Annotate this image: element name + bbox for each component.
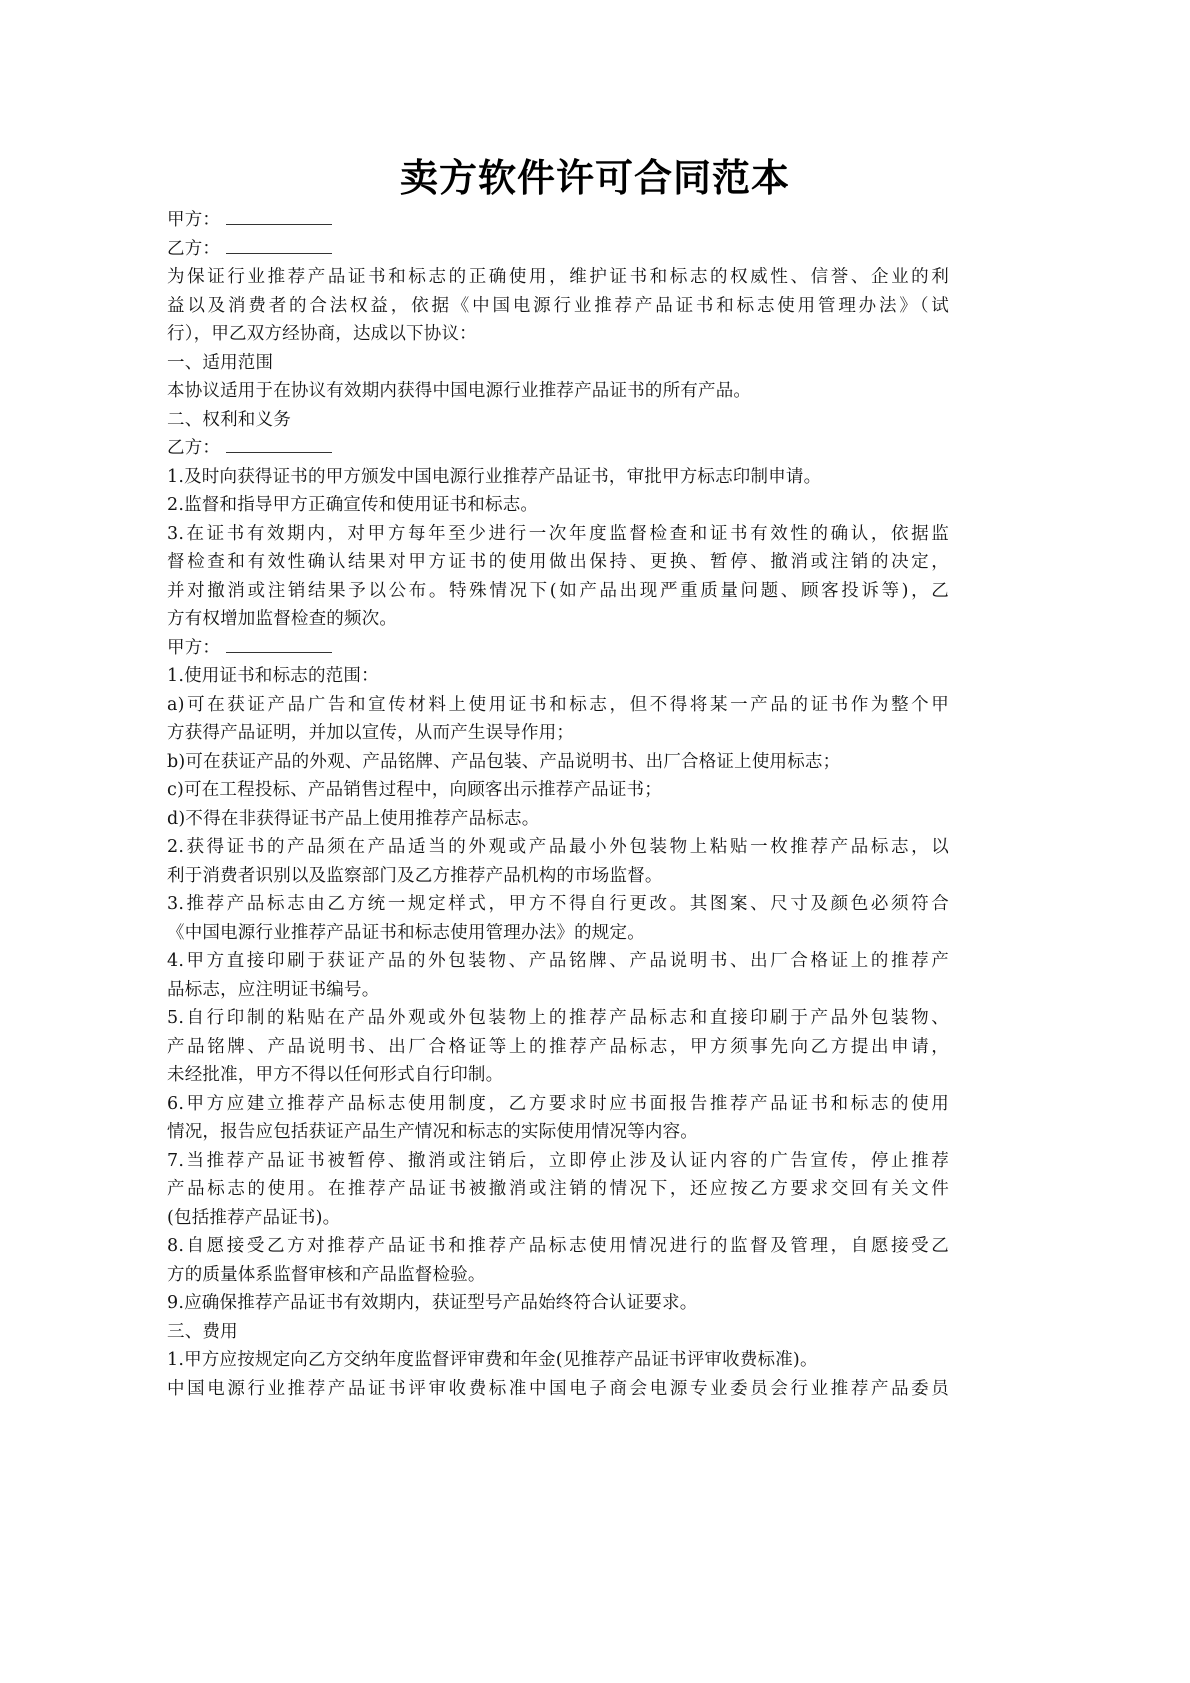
line-text: 1.及时向获得证书的甲方颁发中国电源行业推荐产品证书，审批甲方标志印制申请。 — [167, 466, 822, 487]
document-line — [167, 1289, 949, 1318]
line-text: 方获得产品证明，并加以宣传，从而产生误导作用； — [167, 723, 575, 743]
document-line — [167, 862, 949, 891]
line-text: 乙方： — [167, 238, 221, 259]
document-line — [167, 719, 949, 748]
party-field-line — [167, 634, 949, 663]
document-line — [167, 605, 949, 634]
line-text: 方有权增加监督检查的频次。 — [167, 609, 398, 629]
line-text: 4.甲方直接印刷于获证产品的外包装物、产品铭牌、产品说明书、出厂合格证上的推荐产 — [167, 951, 949, 971]
line-text: b)可在获证产品的外观、产品铭牌、产品包装、产品说明书、出厂合格证上使用标志； — [167, 751, 841, 772]
document-line — [167, 1118, 949, 1147]
line-text: 本协议适用于在协议有效期内获得中国电源行业推荐产品证书的所有产品。 — [167, 381, 752, 401]
line-text: 行），甲乙双方经协商，达成以下协议： — [167, 324, 477, 344]
line-text: 督检查和有效性确认结果对甲方证书的使用做出保持、更换、暂停、撤消或注销的决定， — [167, 552, 949, 572]
document-title: 卖方软件许可合同范本 — [399, 156, 790, 200]
line-text: a)可在获证产品广告和宣传材料上使用证书和标志，但不得将某一产品的证书作为整个甲 — [167, 694, 949, 715]
line-text: 品标志，应注明证书编号。 — [167, 979, 380, 1000]
line-text: 7.当推荐产品证书被暂停、撤消或注销后，立即停止涉及认证内容的广告宣传，停止推荐 — [167, 1150, 949, 1171]
line-text: 产品标志的使用。在推荐产品证书被撤消或注销的情况下，还应按乙方要求交回有关文件 — [167, 1179, 949, 1199]
line-text: 1.甲方应按规定向乙方交纳年度监督评审费和年金(见推荐产品证书评审收费标准)。 — [167, 1350, 818, 1370]
line-text: (包括推荐产品证书)。 — [167, 1207, 341, 1228]
line-text: 三、费用 — [167, 1321, 238, 1342]
line-text: 中国电源行业推荐产品证书评审收费标准中国电子商会电源专业委员会行业推荐产品委员 — [167, 1378, 949, 1399]
line-text: 2.监督和指导甲方正确宣传和使用证书和标志。 — [167, 495, 539, 515]
line-text: 3.在证书有效期内，对甲方每年至少进行一次年度监督检查和证书有效性的确认，依据监 — [167, 523, 949, 544]
party-field-line — [167, 206, 949, 235]
document-line — [167, 406, 949, 435]
document-line — [167, 491, 949, 520]
document-line — [167, 463, 949, 492]
line-text: c)可在工程投标、产品销售过程中，向顾客出示推荐产品证书； — [167, 780, 662, 800]
document-line — [167, 1175, 949, 1204]
line-text: 甲方： — [167, 637, 221, 658]
document-line — [167, 320, 949, 349]
line-text: 产品铭牌、产品说明书、出厂合格证等上的推荐产品标志，甲方须事先向乙方提出申请， — [167, 1036, 949, 1057]
document-line — [167, 577, 949, 606]
document-line — [167, 890, 949, 919]
line-text: 二、权利和义务 — [167, 409, 291, 430]
party-field-line — [167, 434, 949, 463]
document-line — [167, 349, 949, 378]
document-line — [167, 919, 949, 948]
signature-blank — [226, 434, 332, 453]
document-line — [167, 1004, 949, 1033]
line-text: 6.甲方应建立推荐产品标志使用制度，乙方要求时应书面报告推荐产品证书和标志的使用 — [167, 1093, 949, 1114]
document-line — [167, 805, 949, 834]
line-text: 8.自愿接受乙方对推荐产品证书和推荐产品标志使用情况进行的监督及管理，自愿接受乙 — [167, 1236, 949, 1256]
signature-blank — [226, 634, 332, 653]
document-line — [167, 1090, 949, 1119]
signature-blank — [226, 206, 332, 225]
party-field-line — [167, 235, 949, 264]
document-line — [167, 292, 949, 321]
document-line — [167, 1346, 949, 1375]
signature-blank — [226, 235, 332, 254]
document-line — [167, 776, 949, 805]
line-text: 2.获得证书的产品须在产品适当的外观或产品最小外包装物上粘贴一枚推荐产品标志，以 — [167, 837, 949, 857]
document-line — [167, 947, 949, 976]
document-line — [167, 377, 949, 406]
line-text: d)不得在非获得证书产品上使用推荐产品标志。 — [167, 808, 540, 829]
line-text: 乙方： — [167, 438, 221, 458]
line-text: 方的质量体系监督审核和产品监督检验。 — [167, 1264, 486, 1285]
document-line — [167, 691, 949, 720]
document-line — [167, 1318, 949, 1347]
line-text: 甲方： — [167, 210, 221, 230]
line-text: 3.推荐产品标志由乙方统一规定样式，甲方不得自行更改。其图案、尺寸及颜色必须符合 — [167, 894, 949, 914]
line-text: 并对撤消或注销结果予以公布。特殊情况下(如产品出现严重质量问题、顾客投诉等)，乙 — [167, 580, 949, 601]
document-line — [167, 1232, 949, 1261]
document-line — [167, 263, 949, 292]
document-line — [167, 1204, 949, 1233]
document-line — [167, 748, 949, 777]
line-text: 未经批准，甲方不得以任何形式自行印制。 — [167, 1065, 504, 1085]
line-text: 利于消费者识别以及监察部门及乙方推荐产品机构的市场监督。 — [167, 865, 663, 886]
line-text: 《中国电源行业推荐产品证书和标志使用管理办法》的规定。 — [167, 922, 645, 943]
line-text: 益以及消费者的合法权益，依据《中国电源行业推荐产品证书和标志使用管理办法》（试 — [167, 295, 949, 316]
document-line — [167, 1261, 949, 1290]
document-line — [167, 662, 949, 691]
document-line — [167, 833, 949, 862]
document-line — [167, 1375, 949, 1404]
document-line — [167, 976, 949, 1005]
document-line — [167, 520, 949, 549]
line-text: 9.应确保推荐产品证书有效期内，获证型号产品始终符合认证要求。 — [167, 1293, 698, 1313]
document-line — [167, 548, 949, 577]
document-line — [167, 1061, 949, 1090]
document-line — [167, 1147, 949, 1176]
line-text: 一、适用范围 — [167, 352, 274, 373]
line-text: 情况，报告应包括获证产品生产情况和标志的实际使用情况等内容。 — [167, 1122, 698, 1142]
line-text: 为保证行业推荐产品证书和标志的正确使用，维护证书和标志的权威性、信誉、企业的利 — [167, 267, 949, 287]
line-text: 1.使用证书和标志的范围： — [167, 666, 379, 686]
document-body — [167, 206, 949, 1403]
document-line — [167, 1033, 949, 1062]
line-text: 5.自行印制的粘贴在产品外观或外包装物上的推荐产品标志和直接印刷于产品外包装物、 — [167, 1008, 949, 1028]
